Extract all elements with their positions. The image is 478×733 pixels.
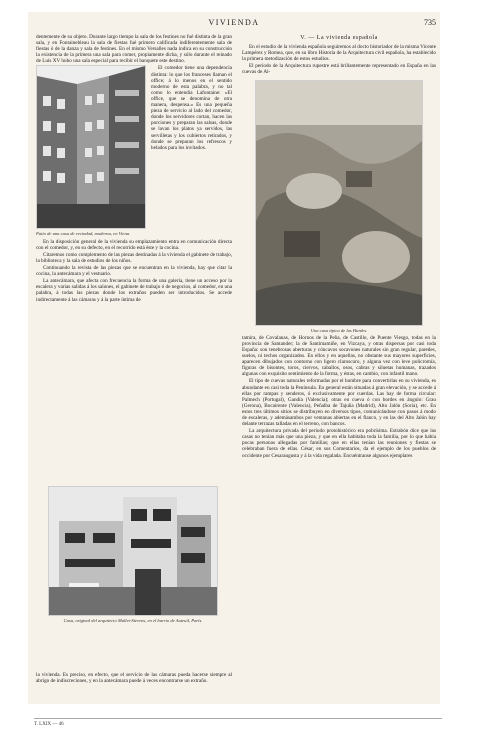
right-paragraph-5: La arquitectura privada del período protohistórico era pobrísima. Estrabón dice que las casas no tenían más que una pieza, y que en ella habitaba toda la familia, por lo que había pocas personas allegadas por familias; que en ellas tenían las reuniones y fiestas se celebraban fuera de ellas. César, en sus Comentarios, da el ejemplo de los pueblos de occidente por Cesaraugusta y á la vida regalada. Encuéntranse algunos ejemplares <box>242 428 436 459</box>
left-paragraph-2: Citaremos como complemento de las piezas destinadas á la vivienda el gabinete de trabajo, la biblioteca y la sala de estudios de los niños. <box>36 251 232 264</box>
right-paragraph-3: tamira, de Covalanas, de Hornos de la Peña, de Castillo, de Puente Viesgo, todas en la provincia de Santander; la de Santimamiñe, en Vizcaya, y otras dispersas por casi toda España: son tenebrosas aberturas y cóncavos socavones naturales sin gran regular, paredes, suelos, ni techos organizados. En ellos y en aquellas, no obstante sus mayores superficies, aparecen dibujados con contorno con ligero claroscuro, y alguna vez con leve policromía, figuras de bisontes, toros, ciervos, caballos, osos, cabras y siluetas humanas, trazados algunas con exquisito sentimiento de la forma, y éstas, en cambio, con infantil mano. <box>242 334 436 378</box>
left-paragraph-3: Continuando la revista de las piezas que se encuentran en la vivienda, hay que citar la cocina, la antecámara y el vestuario. <box>36 265 232 278</box>
footer-rule <box>34 718 442 719</box>
photo-auteuil-block <box>48 486 218 623</box>
page-number: 735 <box>424 18 436 27</box>
section-heading: V. — La vivienda española <box>300 35 378 41</box>
photo-auteuil-house <box>48 486 218 616</box>
right-column <box>242 34 436 460</box>
photo-vienna-caption: Patio de una casa de vecindad, moderna, en Viena. <box>36 231 131 237</box>
photo-vienna-block <box>36 65 146 236</box>
right-paragraph-1: En el estudio de la vivienda española seguiremos al docto historiador de la misma Vicente Lampérez y Romea, que, en su libro Historia de la Arquitectura civil española, ha establecido la primera metodización de estos estudios. <box>242 44 436 63</box>
book-page <box>28 12 440 704</box>
photo-vienna-courtyard <box>36 65 146 229</box>
footer-volume-mark: T. LXIX — 46 <box>34 722 64 727</box>
office-paragraph: El comedor tiene una dependencia distinta: lo que los franceses llaman el office; á lo menos en el sentido moderno de esta palabra, y no tal como lo entendía Lafontaine: «El office, que se denomina de otra manera, despensa.» Es una pequeña pieza de servicio al lado del comedor, donde los servidores cortan, hacen las porciones y preparan las salsas, donde se lavan los platos ya servidos, las servilletas y los cubiertos retirados, y donde se preparan los refrescos y helados para los invitados. <box>151 65 232 151</box>
photo-hurdes-caption: Una casa típica de las Hurdes. <box>310 327 368 333</box>
running-header-title: VIVIENDA <box>208 18 260 27</box>
intro-paragraph: dentemente de su objeto. Durante largo tiempo la sala de los festines no fué distinta de la gran sala, y en Fontainebleau la sala de fiestas fué primero calificada indiferentemente sala de fiestas ó de la danza y sala de festines. En el mismo Versalles nada indica en su construcción la existencia de la primera una sala para comer, propiamente dicha, y sólo durante el reinado de Luis XV hubo una sala especial para recibir el banquete este destino. <box>36 34 232 65</box>
left-closing-text <box>36 672 232 684</box>
right-paragraph-4: El tipo de cuevas naturales reformadas por el hombre para convertirlas en su vivienda, es abundante en casi toda la Península. En general están situadas á gran elevación, y se accede á ellas por rampas y senderos, ó exclusivamente por cuerdas. Las hay de forma circular: Palmech (Portugal), Gandía (Valencia); otras en cueva ó con bordes en ángulo: Grau (Gerona), Bocairente (Valencia), Peñalba de Tajuña (Madrid), Alto Jalón (Soria), etc. En estos tres últimos sitios se distribuyen en diversos tipos, comunicándose con pasos á modo de escaleras, y ademásambos por ventanas abiertas en el flanco, y en las del Alto Jalón hay delante terrazas talladas en el terreno, con bancos. <box>242 378 436 428</box>
left-paragraph-4: La antecámara, que afecta con frecuencia la forma de una galería, tiene un acceso por la escalera y varias salidas á los salones, el gabinete de trabajo ó de negocios, al comedor, en una palabra, á todas las piezas donde los extraños pueden ser introducidos. Se accede indirectamente á las cámaras y á la parte íntima de <box>36 278 232 303</box>
left-column <box>36 34 232 304</box>
photo-hurdes-house <box>255 80 423 326</box>
photo-hurdes-block <box>255 80 423 333</box>
right-paragraph-2: El período de la Arquitectura rupestre está brillantemente representado en España en las cuevas de Al- <box>242 63 436 76</box>
left-closing-paragraph: la vivienda. Es preciso, en efecto, que el servicio de las cámaras pueda hacerse siempre al abrigo de indiscreciones, y en la antecámara puede á veces encontrarse un extraño. <box>36 672 232 685</box>
left-paragraph-1: En la disposición general de la vivienda su emplazamiento entra en comunicación directa con el comedor, y, en su defecto, en el recorrido está éste y la cocina. <box>36 238 232 251</box>
photo-auteuil-caption: Casa, original del arquitecto Mallet-Stevens, en el barrio de Auteuil, París. <box>63 618 203 623</box>
